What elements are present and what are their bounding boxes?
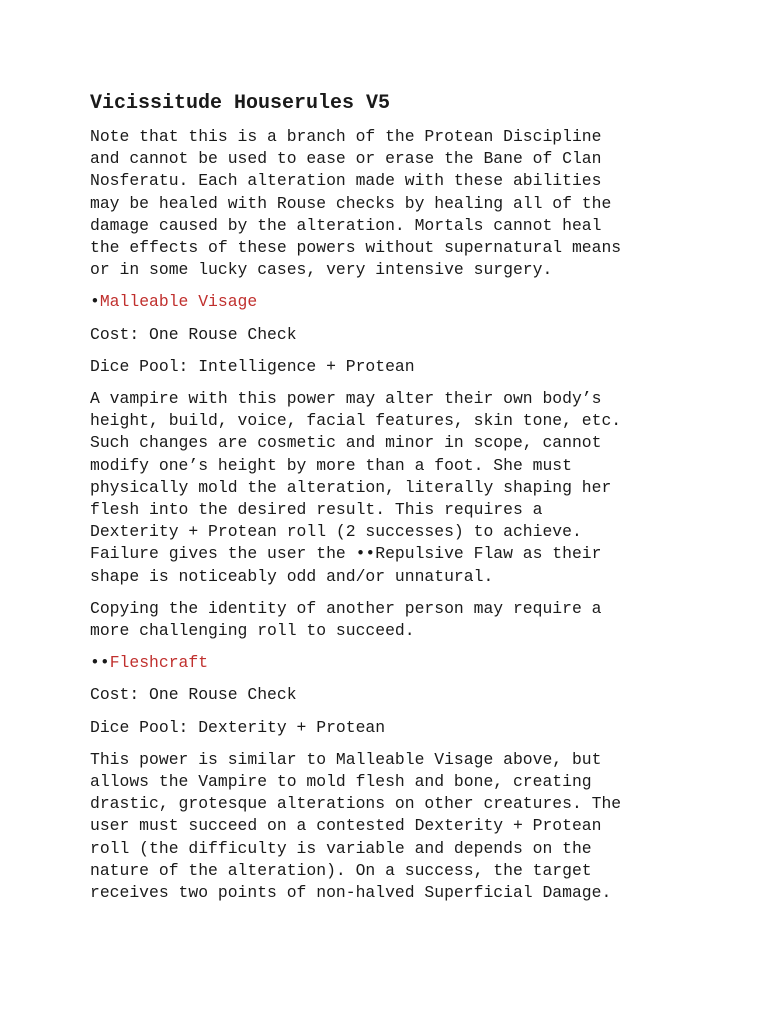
power-cost: Cost: One Rouse Check	[90, 324, 297, 344]
intro-paragraph: Note that this is a branch of the Protean Discipline and cannot be used to ease or erase the Bane of Clan Nosferatu. Each alteration made with these abilities may be healed with Rouse checks by healing all of the damage caused by the alteration. Mortals cannot heal the effects of these powers without supernatural means or in some lucky cases, very intensive surgery.	[90, 127, 622, 280]
power-heading-malleable-visage	[90, 291, 680, 313]
power-level-dots: •	[90, 292, 100, 312]
power-description: This power is similar to Malleable Visage above, but allows the Vampire to mold flesh and bone, creating drastic, grotesque alterations on other creatures. The user must succeed on a contested Dexterity + Protean roll (the difficulty is variable and depends on the nature of the alteration). On a success, the target receives two points of non-halved Superficial Damage.	[90, 749, 622, 903]
document-page	[90, 88, 680, 914]
power-dice-pool: Dice Pool: Intelligence + Protean	[90, 356, 415, 376]
power-level-dots: ••	[90, 653, 110, 673]
power-name: Malleable Visage	[99, 292, 258, 312]
power-name: Fleshcraft	[109, 653, 209, 673]
power-cost: Cost: One Rouse Check	[90, 685, 297, 705]
power-dice-pool: Dice Pool: Dexterity + Protean	[90, 717, 386, 737]
power-description: A vampire with this power may alter their own body’s height, build, voice, facial features, skin tone, etc. Such changes are cosmetic and minor in scope, cannot modify one’s height by more than a foot. She must physically mold the alteration, literally shaping her flesh into the desired result. This requires a Dexterity + Protean roll (2 successes) to achieve. Failure gives the user the ••Repulsive Flaw as their shape is noticeably odd and/or unnatural.	[90, 389, 622, 586]
power-note: Copying the identity of another person may require a more challenging roll to succeed.	[90, 598, 602, 641]
power-heading-fleshcraft	[90, 652, 680, 674]
document-title: Vicissitude Houserules V5	[90, 92, 391, 115]
